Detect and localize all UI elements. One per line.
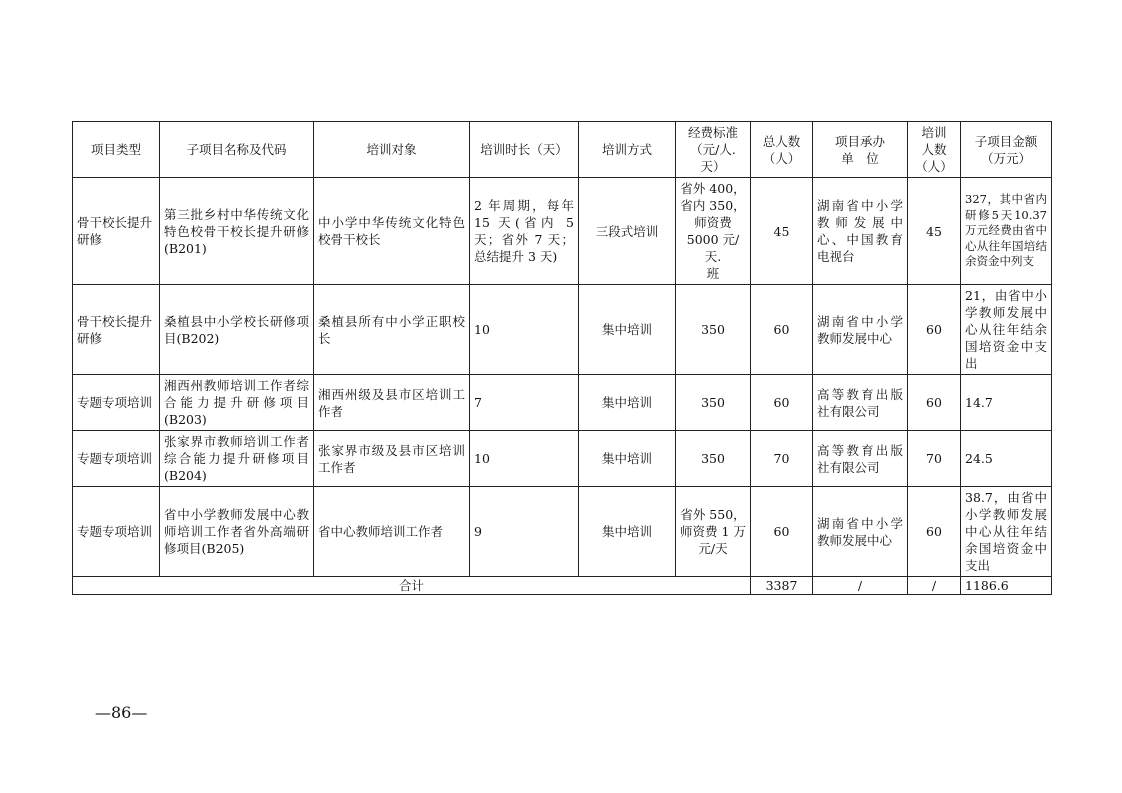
cell-trainees: 45 <box>908 178 961 285</box>
total-trainees: / <box>908 577 961 595</box>
header-total: 总人数 （人） <box>751 122 813 178</box>
cell-standard: 350 <box>676 375 751 431</box>
cell-method: 集中培训 <box>579 487 676 577</box>
total-label: 合计 <box>73 577 751 595</box>
cell-total: 60 <box>751 285 813 375</box>
cell-total: 60 <box>751 487 813 577</box>
cell-type: 专题专项培训 <box>73 431 160 487</box>
cell-trainees: 60 <box>908 487 961 577</box>
total-count: 3387 <box>751 577 813 595</box>
cell-standard: 350 <box>676 431 751 487</box>
cell-standard: 省外 400， 省内 350， 师资费 5000 元/天. 班 <box>676 178 751 285</box>
total-amount: 1186.6 <box>961 577 1052 595</box>
cell-target: 湘西州级及县市区培训工作者 <box>314 375 470 431</box>
table-row <box>73 285 1052 375</box>
header-type: 项目类型 <box>73 122 160 178</box>
cell-name: 张家界市教师培训工作者综合能力提升研修项目(B204) <box>160 431 314 487</box>
header-duration: 培训时长（天） <box>470 122 579 178</box>
table-row <box>73 487 1052 577</box>
cell-name: 第三批乡村中华传统文化特色校骨干校长提升研修(B201) <box>160 178 314 285</box>
funding-table <box>72 121 1052 595</box>
cell-name: 桑植县中小学校长研修项目(B202) <box>160 285 314 375</box>
cell-type: 骨干校长提升研修 <box>73 285 160 375</box>
table-row <box>73 431 1052 487</box>
cell-trainees: 60 <box>908 375 961 431</box>
table-header-row <box>73 122 1052 178</box>
cell-duration: 10 <box>470 431 579 487</box>
cell-duration: 7 <box>470 375 579 431</box>
cell-duration: 10 <box>470 285 579 375</box>
cell-type: 骨干校长提升研修 <box>73 178 160 285</box>
cell-target: 省中心教师培训工作者 <box>314 487 470 577</box>
cell-organizer: 高等教育出版社有限公司 <box>813 431 908 487</box>
header-amount: 子项目金额 （万元） <box>961 122 1052 178</box>
cell-total: 70 <box>751 431 813 487</box>
cell-type: 专题专项培训 <box>73 487 160 577</box>
cell-method: 集中培训 <box>579 431 676 487</box>
cell-standard: 350 <box>676 285 751 375</box>
cell-total: 45 <box>751 178 813 285</box>
cell-duration: 9 <box>470 487 579 577</box>
cell-trainees: 60 <box>908 285 961 375</box>
cell-name: 湘西州教师培训工作者综合能力提升研修项目(B203) <box>160 375 314 431</box>
cell-method: 集中培训 <box>579 285 676 375</box>
cell-name: 省中小学教师发展中心教师培训工作者省外高端研修项目(B205) <box>160 487 314 577</box>
cell-target: 中小学中华传统文化特色校骨干校长 <box>314 178 470 285</box>
header-method: 培训方式 <box>579 122 676 178</box>
cell-duration: 2 年周期，每年 15 天(省内 5 天；省外 7 天；总结提升 3 天) <box>470 178 579 285</box>
page-number: —86— <box>95 703 148 722</box>
cell-organizer: 湖南省中小学教师发展中心 <box>813 285 908 375</box>
cell-total: 60 <box>751 375 813 431</box>
cell-amount: 14.7 <box>961 375 1052 431</box>
cell-method: 集中培训 <box>579 375 676 431</box>
header-standard: 经费标准 （元/人. 天） <box>676 122 751 178</box>
cell-amount: 24.5 <box>961 431 1052 487</box>
cell-organizer: 湖南省中小学教师发展中心 <box>813 487 908 577</box>
cell-trainees: 70 <box>908 431 961 487</box>
cell-method: 三段式培训 <box>579 178 676 285</box>
cell-organizer: 高等教育出版社有限公司 <box>813 375 908 431</box>
cell-target: 张家界市级及县市区培训工作者 <box>314 431 470 487</box>
cell-amount: 21，由省中小学教师发展中心从往年结余国培资金中支出 <box>961 285 1052 375</box>
header-trainees: 培训 人数 （人） <box>908 122 961 178</box>
cell-organizer: 湖南省中小学教师发展中心、中国教育电视台 <box>813 178 908 285</box>
cell-amount: 38.7，由省中小学教师发展中心从往年结余国培资金中支出 <box>961 487 1052 577</box>
table-row <box>73 375 1052 431</box>
table-row <box>73 178 1052 285</box>
header-name: 子项目名称及代码 <box>160 122 314 178</box>
cell-amount: 327，其中省内研修5天10.37万元经费由省中心从往年国培结余资金中列支 <box>961 178 1052 285</box>
total-row <box>73 577 1052 595</box>
cell-target: 桑植县所有中小学正职校长 <box>314 285 470 375</box>
total-organizer: / <box>813 577 908 595</box>
header-organizer: 项目承办 单 位 <box>813 122 908 178</box>
cell-standard: 省外 550， 师资费 1 万 元/天 <box>676 487 751 577</box>
cell-type: 专题专项培训 <box>73 375 160 431</box>
header-target: 培训对象 <box>314 122 470 178</box>
